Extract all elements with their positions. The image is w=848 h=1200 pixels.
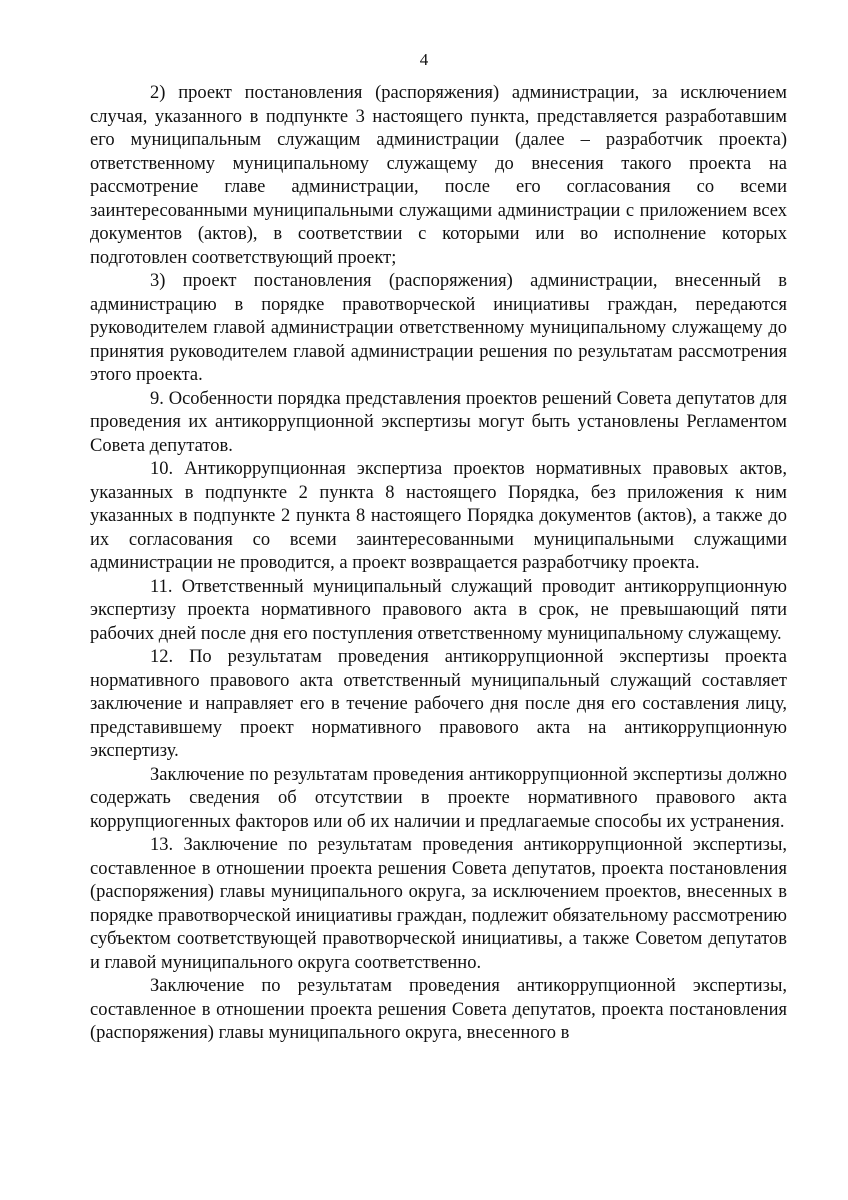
- paragraph-subitem-3: 3) проект постановления (распоряжения) администрации, внесенный в администрацию в порядке правотворческой инициативы граждан, передаются руководителем главой администрации ответственному муниципальному служащему до принятия руководителем главой администрации решения по результатам рассмотрения этого проекта.: [90, 271, 787, 385]
- paragraph-item-12-conclusion: Заключение по результатам проведения антикоррупционной экспертизы должно содержать сведения об отсутствии в проекте нормативного правового акта коррупциогенных факторов или об их наличии и предлагаемые способы их устранения.: [90, 764, 787, 832]
- document-body: [90, 82, 787, 1046]
- paragraph-item-11: 11. Ответственный муниципальный служащий проводит антикоррупционную экспертизу проекта нормативного правового акта в срок, не превышающий пяти рабочих дней после дня его поступления ответственному муниципальному служащему.: [90, 576, 787, 644]
- paragraph-item-10: 10. Антикоррупционная экспертиза проектов нормативных правовых актов, указанных в подпункте 2 пункта 8 настоящего Порядка, без приложения к ним указанных в подпункте 2 пункта 8 настоящего Порядка документов (актов), а также до их согласования со всеми заинтересованными муниципальными служащими администрации не проводится, а проект возвращается разработчику проекта.: [90, 459, 787, 573]
- paragraph-subitem-2: 2) проект постановления (распоряжения) администрации, за исключением случая, указанного в подпункте 3 настоящего пункта, представляется разработавшим его муниципальным служащим администрации (далее – разработчик проекта) ответственному муниципальному служащему до внесения такого проекта на рассмотрение главе администрации, после его согласования со всеми заинтересованными муниципальными служащими администрации с приложением всех документов (актов), в соответствии с которыми или во исполнение которых подготовлен соответствующий проект;: [90, 83, 787, 268]
- paragraph-item-13-conclusion: Заключение по результатам проведения антикоррупционной экспертизы, составленное в отношении проекта решения Совета депутатов, проекта постановления (распоряжения) главы муниципального округа, внесенного в: [90, 976, 787, 1043]
- paragraph-item-12: 12. По результатам проведения антикоррупционной экспертизы проекта нормативного правового акта ответственный муниципальный служащий составляет заключение и направляет его в течение рабочего дня после дня его составления лицу, представившему проект нормативного правового акта на антикоррупционную экспертизу.: [90, 647, 787, 761]
- paragraph-item-9: 9. Особенности порядка представления проектов решений Совета депутатов для проведения их антикоррупционной экспертизы могут быть установлены Регламентом Совета депутатов.: [90, 388, 787, 456]
- page-number: 4: [419, 50, 429, 69]
- paragraph-item-13: 13. Заключение по результатам проведения антикоррупционной экспертизы, составленное в отношении проекта решения Совета депутатов, проекта постановления (распоряжения) главы муниципального округа, за исключением проектов, внесенных в порядке правотворческой инициативы граждан, подлежит обязательному рассмотрению субъектом соответствующей правотворческой инициативы, а также Советом депутатов и главой муниципального округа соответственно.: [90, 835, 787, 973]
